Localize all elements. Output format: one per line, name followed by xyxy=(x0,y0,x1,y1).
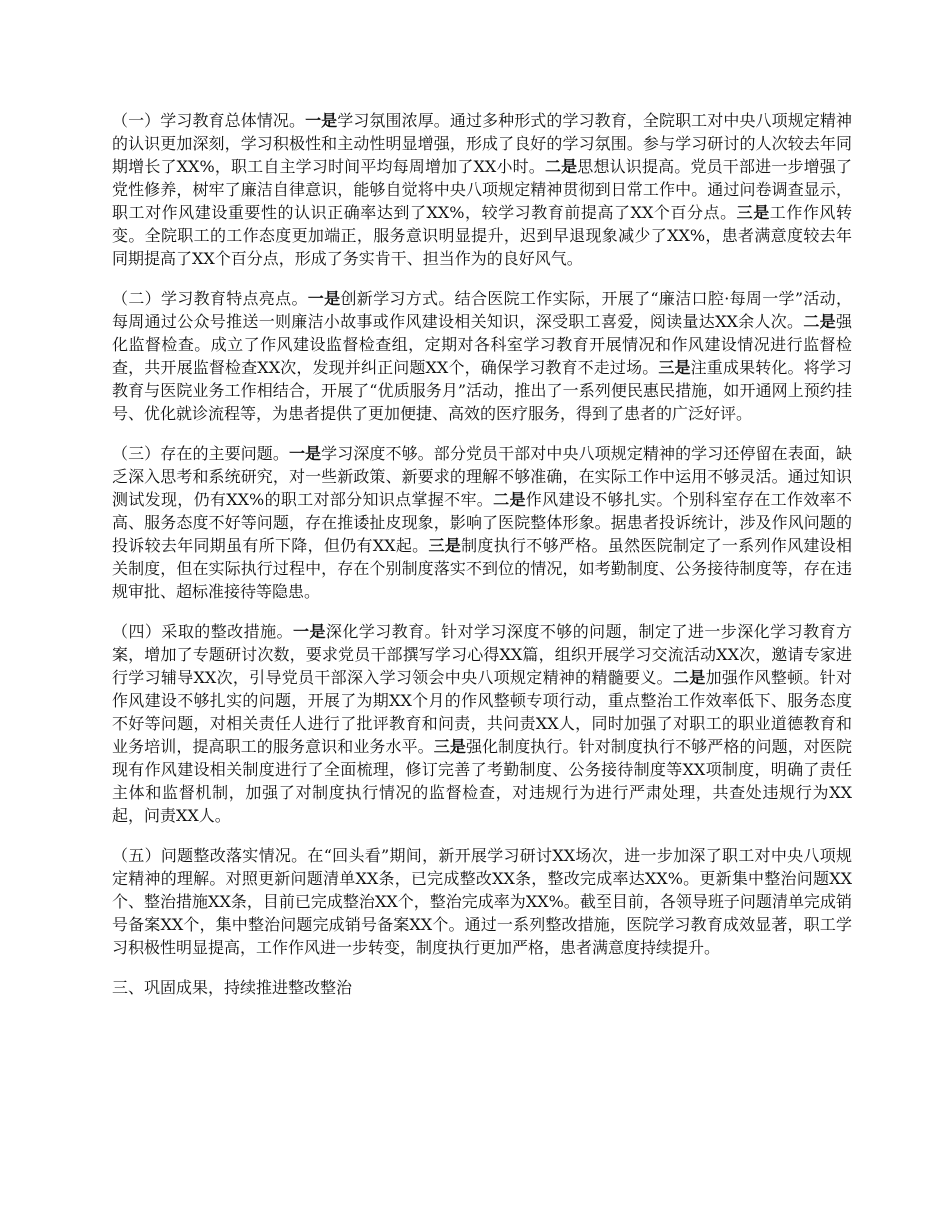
section-3-lead: （三）存在的主要问题。 xyxy=(112,444,289,463)
section-1-point-1-text: 学习氛围浓厚。通过多种形式的学习教育，全院职工对中央八项规定精神的认识更加深刻，学习积极性和主动性明显增强，形成了良好的学习氛围。参与学习研讨的人次较去年同期增长了XX%，职工自主学习时间平均每周增加了XX小时。 xyxy=(112,111,852,176)
section-1 xyxy=(112,109,852,270)
section-3-point-1-text: 学习深度不够。部分党员干部对中央八项规定精神的学习还停留在表面，缺乏深入思考和系统研究，对一些新政策、新要求的理解不够准确，在实际工作中运用不够灵活。通过知识测试发现，仍有XX%的职工对部分知识点掌握不牢。 xyxy=(112,444,852,509)
section-2-point-3-marker: 三是 xyxy=(658,358,691,377)
section-3-point-2-marker: 二是 xyxy=(493,490,526,509)
section-2-point-2-marker: 二是 xyxy=(803,312,836,331)
section-3 xyxy=(112,442,852,603)
section-2-point-3-text: 注重成果转化。将学习教育与医院业务工作相结合，开展了“优质服务月”活动，推出了一系列便民惠民措施，如开通网上预约挂号、优化就诊流程等，为患者提供了更加便捷、高效的医疗服务，得到了患者的广泛好评。 xyxy=(112,358,852,423)
section-4 xyxy=(112,620,852,827)
section-2 xyxy=(112,287,852,425)
section-4-point-2-text: 加强作风整顿。针对作风建设不够扎实的问题，开展了为期XX个月的作风整顿专项行动，重点整治工作效率低下、服务态度不好等问题，对相关责任人进行了批评教育和问责，共问责XX人，同时加强了对职工的职业道德教育和业务培训，提高职工的服务意识和业务水平。 xyxy=(112,668,852,756)
section-5-text: （五）问题整改落实情况。在“回头看”期间，新开展学习研讨XX场次，进一步加深了职工对中央八项规定精神的理解。对照更新问题清单XX条，已完成整改XX条，整改完成率达XX%。更新集中整治问题XX个、整治措施XX条，目前已完成整治XX个，整治完成率为XX%。截至目前，各领导班子问题清单完成销号备案XX个，集中整治问题完成销号备案XX个。通过一系列整改措施，医院学习教育成效显著，职工学习积极性明显提高，工作作风进一步转变，制度执行更加严格，患者满意度持续提升。 xyxy=(112,846,852,957)
section-2-point-1-text: 创新学习方式。结合医院工作实际，开展了“廉洁口腔·每周一学”活动，每周通过公众号推送一则廉洁小故事或作风建设相关知识，深受职工喜爱，阅读量达XX余人次。 xyxy=(112,289,852,331)
section-4-point-1-text: 深化学习教育。针对学习深度不够的问题，制定了进一步深化学习教育方案，增加了专题研讨次数，要求党员干部撰写学习心得XX篇，组织开展学习交流活动XX次，邀请专家进行学习辅导XX次，引导党员干部深入学习领会中央八项规定精神的精髓要义。 xyxy=(112,622,852,687)
section-5 xyxy=(112,844,852,959)
section-2-lead: （二）学习教育特点亮点。 xyxy=(112,289,308,308)
section-2-point-2-text: 强化监督检查。成立了作风建设监督检查组，定期对各科室学习教育开展情况和作风建设情况进行监督检查，共开展监督检查XX次，发现并纠正问题XX个，确保学习教育不走过场。 xyxy=(112,312,852,377)
section-1-lead: （一）学习教育总体情况。 xyxy=(112,111,306,130)
section-3-point-3-marker: 三是 xyxy=(428,536,462,555)
section-1-point-3-text: 工作作风转变。全院职工的工作态度更加端正，服务意识明显提升，迟到早退现象减少了XX%，患者满意度较去年同期提高了XX个百分点，形成了务实肯干、担当作为的良好风气。 xyxy=(112,203,852,268)
section-4-lead: （四）采取的整改措施。 xyxy=(112,622,293,641)
section-4-point-1-marker: 一是 xyxy=(293,622,326,641)
section-1-point-2-marker: 二是 xyxy=(544,157,578,176)
section-4-point-2-marker: 二是 xyxy=(672,668,706,687)
section-1-point-1-marker: 一是 xyxy=(305,111,338,130)
section-2-point-1-marker: 一是 xyxy=(307,289,341,308)
section-4-point-3-text: 强化制度执行。针对制度执行不够严格的问题，对医院现有作风建设相关制度进行了全面梳理，修订完善了考勤制度、公务接待制度等XX项制度，明确了责任主体和监督机制，加强了对制度执行情况的监督检查，对违规行为进行严肃处理，共查处违规行为XX起，问责XX人。 xyxy=(112,737,852,825)
document-body xyxy=(112,109,852,999)
section-4-point-3-marker: 三是 xyxy=(433,737,466,756)
section-1-point-2-text: 思想认识提高。党员干部进一步增强了党性修养，树牢了廉洁自律意识，能够自觉将中央八项规定精神贯彻到日常工作中。通过问卷调查显示，职工对作风建设重要性的认识正确率达到了XX%，较学习教育前提高了XX个百分点。 xyxy=(112,157,852,222)
section-heading: 三、巩固成果，持续推进整改整治 xyxy=(112,978,353,997)
section-1-point-3-marker: 三是 xyxy=(736,203,770,222)
section-3-point-1-marker: 一是 xyxy=(288,444,322,463)
section-3-point-2-text: 作风建设不够扎实。个别科室存在工作效率不高、服务态度不好等问题，存在推诿扯皮现象，影响了医院整体形象。据患者投诉统计，涉及作风问题的投诉较去年同期虽有所下降，但仍有XX起。 xyxy=(112,490,852,555)
section-3-point-3-text: 制度执行不够严格。虽然医院制定了一系列作风建设相关制度，但在实际执行过程中，存在个别制度落实不到位的情况，如考勤制度、公务接待制度等，存在违规审批、超标准接待等隐患。 xyxy=(112,536,852,601)
